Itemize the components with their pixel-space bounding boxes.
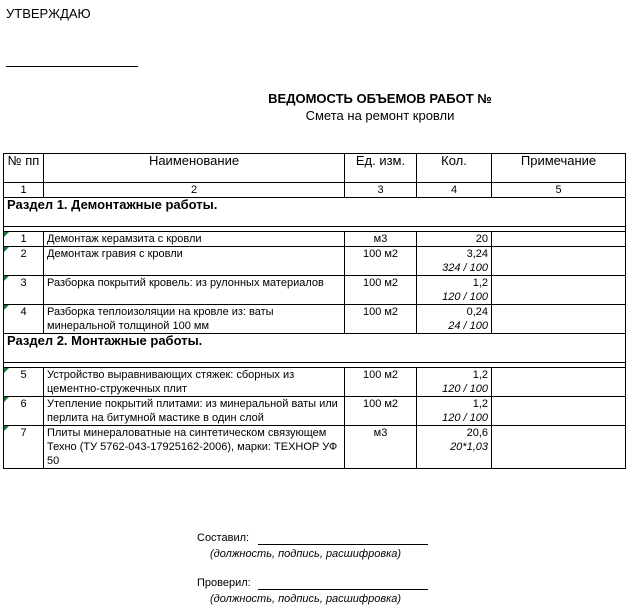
row-note — [492, 276, 626, 305]
compiled-by-label: Составил: — [197, 532, 250, 544]
row-name: Демонтаж керамзита с кровли — [44, 232, 345, 247]
checked-by-hint: (должность, подпись, расшифровка) — [210, 593, 402, 605]
row-quantity: 0,24 — [466, 306, 488, 318]
column-number: 4 — [417, 183, 492, 198]
row-number: 2 — [20, 248, 27, 260]
row-formula: 324 / 100 — [442, 262, 488, 274]
row-number: 7 — [20, 427, 27, 439]
row-name: Утепление покрытий плитами: из минеральной ваты или перлита на битумной мастике в один слой — [44, 397, 345, 426]
section-title: Раздел 2. Монтажные работы. — [4, 334, 626, 363]
compiled-by-signature-line — [258, 544, 428, 545]
row-unit: 100 м2 — [345, 247, 417, 276]
document-title: ВЕДОМОСТЬ ОБЪЕМОВ РАБОТ № — [268, 91, 492, 106]
table-row — [4, 232, 626, 247]
table-row — [4, 276, 626, 305]
row-quantity: 1,2 — [472, 369, 488, 381]
approval-heading: УТВЕРЖДАЮ — [6, 6, 91, 21]
row-note — [492, 426, 626, 469]
row-unit: м3 — [345, 426, 417, 469]
header-cell: Кол. — [417, 154, 492, 183]
table-row — [4, 247, 626, 276]
table-row — [4, 397, 626, 426]
row-unit: м3 — [345, 232, 417, 247]
checked-by-signature-line — [258, 589, 428, 590]
section-row — [4, 334, 626, 363]
row-unit: 100 м2 — [345, 368, 417, 397]
row-note — [492, 247, 626, 276]
section-row — [4, 198, 626, 227]
row-quantity: 20 — [417, 232, 492, 247]
row-note — [492, 368, 626, 397]
header-cell: Ед. изм. — [345, 154, 417, 183]
works-table — [3, 153, 626, 469]
compiled-by-hint: (должность, подпись, расшифровка) — [210, 548, 402, 560]
section-title: Раздел 1. Демонтажные работы. — [4, 198, 626, 227]
column-number: 5 — [492, 183, 626, 198]
row-quantity: 3,24 — [466, 248, 488, 260]
header-cell: Наименование — [44, 154, 345, 183]
table-row — [4, 368, 626, 397]
table-row — [4, 426, 626, 469]
row-name: Устройство выравнивающих стяжек: сборных из цементно-стружечных плит — [44, 368, 345, 397]
row-number: 5 — [20, 369, 27, 381]
row-number: 4 — [20, 306, 27, 318]
row-number: 1 — [20, 233, 27, 245]
row-quantity: 1,2 — [472, 398, 488, 410]
row-unit: 100 м2 — [345, 397, 417, 426]
row-formula: 120 / 100 — [442, 412, 488, 424]
header-cell: Примечание — [492, 154, 626, 183]
column-number: 3 — [345, 183, 417, 198]
row-unit: 100 м2 — [345, 276, 417, 305]
row-formula: 20*1,03 — [450, 441, 488, 453]
row-name: Разборка теплоизоляции на кровле из: ваты минеральной толщиной 100 мм — [44, 305, 345, 334]
table-row — [4, 305, 626, 334]
table-header-row — [4, 154, 626, 183]
row-number: 3 — [20, 277, 27, 289]
row-formula: 24 / 100 — [448, 320, 488, 332]
column-number: 2 — [44, 183, 345, 198]
row-quantity: 1,2 — [472, 277, 488, 289]
header-cell: № пп — [4, 154, 44, 183]
row-name: Плиты минераловатные на синтетическом связующем Техно (ТУ 5762-043-17925162-2006), марки: ТЕХНОР УФ 50 — [44, 426, 345, 469]
row-unit: 100 м2 — [345, 305, 417, 334]
column-number-row — [4, 183, 626, 198]
row-name: Демонтаж гравия с кровли — [44, 247, 345, 276]
row-formula: 120 / 100 — [442, 291, 488, 303]
row-number: 6 — [20, 398, 27, 410]
row-note — [492, 305, 626, 334]
row-quantity: 20,6 — [466, 427, 488, 439]
row-note — [492, 397, 626, 426]
approval-signature-line — [6, 66, 138, 67]
checked-by-label: Проверил: — [197, 577, 251, 589]
row-note — [492, 232, 626, 247]
document-subtitle: Смета на ремонт кровли — [305, 108, 455, 123]
column-number: 1 — [4, 183, 44, 198]
row-formula: 120 / 100 — [442, 383, 488, 395]
row-name: Разборка покрытий кровель: из рулонных материалов — [44, 276, 345, 305]
